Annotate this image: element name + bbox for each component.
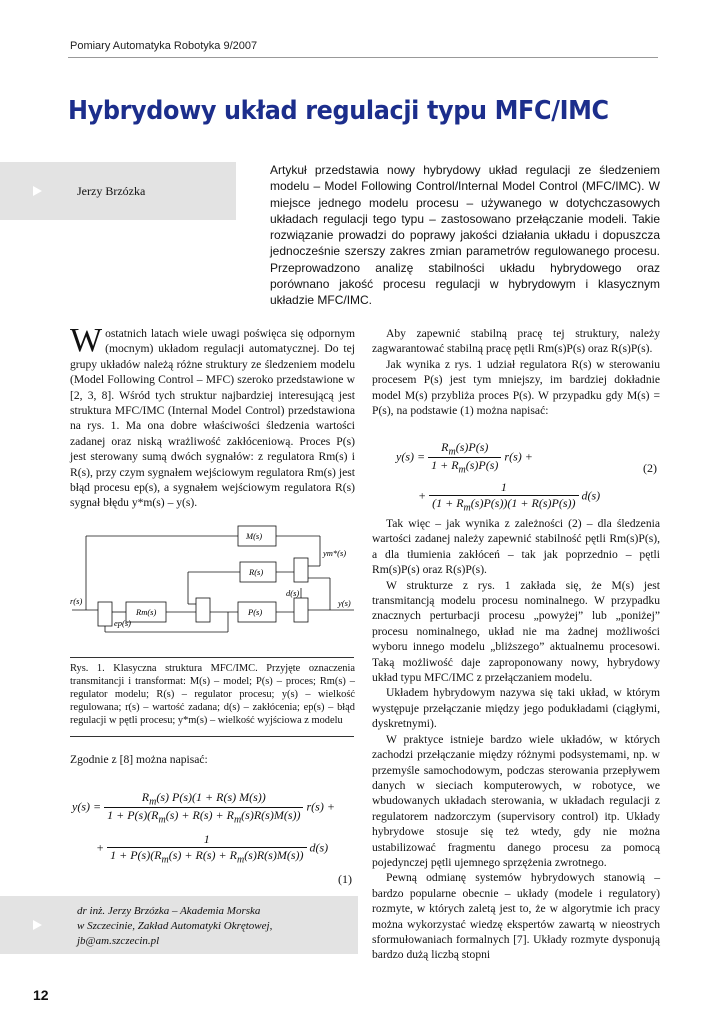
caption-rule-top: [70, 657, 354, 658]
right-column-body: Tak więc – jak wynika z zależności (2) – dla śledzenia wartości zadanej należy zapewnić stabilność pętli Rm(s)P(s), a dla tłumienia zakłóceń – tak jak poprzednio – pętli Rm(s)P(s) oraz R(s)P(s). W strukturze z rys. 1 zakłada się, że M(s) jest transmitancją modelu procesu nominalnego. W przypadku znacznych perturbacji procesu „powyżej” lub „poniżej” procesu nominalnego, układ nie ma żadnej możliwości wyboru innego modelu „bliższego” aktualnemu procesowi. Taką możliwość daje zaproponowany nowy, hybrydowy układ typu MFC/IMC z przełączaniem modelu. Układem hybrydowym nazywa się taki układ, w którym występuje przełączanie między jego podukładami (ciągłymi, dyskretnymi). W praktyce istnieje bardzo wiele układów, w których zachodzi przełączanie między różnymi podsystemami, np. w przemyśle samochodowym, podczas sterowania przepływem danych w sieciach komputerowych, w robotyce, we wbudowanych układach sterowania, w układach regulacji z regulatorem nadzorczym (supervisory control) itp. Układy hybrydowe stosuje się też wtedy, gdy nie można ustabilizować fragmentu danego procesu za pomocą pojedynczej pętli ujemnego sprzężenia zwrotnego. Pewną odmianę systemów hybrydowych stanowią – bardzo popularne obecnie – układy (modele i regulatory) rozmyte, w których zaletą jest to, że w algorytmie ich pracy można wykorzystać wiedzę ekspertów zawartą w nieostrych sformułowaniach formalnych [7]. Układy rozmyte dysponują bardzo dużą liczbą stopni: [372, 517, 660, 962]
diagram-label-model: M(s): [246, 531, 263, 541]
diagram-label-rm: Rm(s): [136, 607, 157, 617]
diagram-label-output: y(s): [338, 598, 351, 608]
article-title: Hybrydowy układ regulacji typu MFC/IMC: [68, 96, 609, 126]
diagram-label-input: r(s): [70, 596, 83, 606]
left-column-text: [70, 322, 355, 511]
diagram-label-r: R(s): [249, 567, 264, 577]
right-column-top: Aby zapewnić stabilną pracę tej struktury, należy zagwarantować stabilną pracę pętli Rm(s)P(s) oraz R(s)P(s). Jak wynika z rys. 1 udział regulatora R(s) w sterowaniu procesem P(s) jest tym mniejszy, im bardziej dokładnie model M(s) przybliża proces P(s). W przypadku gdy M(s) = P(s), na podstawie (1) można napisać:: [372, 327, 660, 418]
triangle-icon: [33, 186, 42, 196]
drop-cap: W: [70, 322, 103, 359]
diagram-label-model-output: ym*(s): [323, 548, 347, 558]
author-name: Jerzy Brzózka: [77, 184, 146, 198]
diagram-label-p: P(s): [248, 607, 263, 617]
intro-paragraph: ostatnich latach wiele uwagi poświęca się odpornym (mocnym) układom regulacji automatycznej. Do tej grupy układów należą różne struktury ze śledzeniem modelu (Model Following Control – MFC) szeroko przedstawione w [2, 3, 8]. Wśród tych struktur najbardziej interesującą jest struktura MFC/IMC (Internal Model Control) przedstawiona na rys. 1. Ma ona dobre właściwości śledzenia wartości zadanej oraz niską wrażliwość zakłóceniową. Proces P(s) jest sterowany sumą dwóch sygnałów: z regulatora Rm(s) i R(s), przy czym sygnałem wejściowym regulatora Rm(s) jest błąd procesu ep(s), a sygnałem wejściowym regulatora R(s) sygnał błędu y*m(s) – y(s).: [70, 327, 355, 510]
equation-2-number: (2): [643, 461, 657, 475]
equation-1: y(s) = $\frac{R_m(s) P(s)(1 + R(s) M(s))}{1 + P(s)(R_m(s) + R(s) + R_m(s)R(s)M(s))}$ r(s) + + $\frac{1}{1 + P(s)(R_m(s) + R(s) + R_m(s)R(s)M(s))}$ d(s): [72, 790, 335, 866]
equation-1-number: (1): [338, 872, 352, 886]
abstract: Artykuł przedstawia nowy hybrydowy układ regulacji ze śledzeniem modelu – Model Following Control/Internal Model Control (MFC/IMC). W miejsce jednego modelu procesu – używanego w dotychczasowych układach regulacji tego typu – zastosowano przełączanie modeli. Takie rozwiązanie prowadzi do poprawy jakości działania układu i dopuszcza jednocześnie szerszy zakres zmian parametrów regulowanego procesu. Przeprowadzono analizę stabilności układu hybrydowego oraz porównano jakość procesu regulacji w hybrydowym i klasycznym układzie MFC/IMC.: [270, 163, 660, 308]
author-affiliation: dr inż. Jerzy Brzózka – Akademia Morska w Szczecinie, Zakład Automatyki Okrętowej, jb@am.szczecin.pl: [77, 905, 273, 947]
header-rule: [68, 57, 658, 58]
triangle-icon: [33, 920, 42, 930]
equation-2: y(s) = $\frac{R_m(s)P(s)}{1 + R_m(s)P(s)}$ r(s) + + $\frac{1}{(1 + R_m(s)P(s))(1 + R(s)P(s))}$ d(s): [396, 440, 601, 514]
journal-header: Pomiary Automatyka Robotyka 9/2007: [70, 40, 258, 52]
diagram-label-disturbance: d(s): [286, 588, 300, 598]
block-diagram: [68, 522, 358, 652]
figure-caption: Rys. 1. Klasyczna struktura MFC/IMC. Przyjęte oznaczenia transmitancji i transformat: M(s) – model; P(s) – proces; Rm(s) – regulator modelu; R(s) – regulator procesu; y(s) – wielkość regulowana; r(s) – wartość zadana; d(s) – zakłócenia; ep(s) – błąd regulacji w pętli procesu; y*m(s) – wielkość wyjściowa z modelu: [70, 663, 355, 726]
page-number: 12: [33, 987, 49, 1003]
caption-rule-bottom: [70, 736, 354, 737]
eq1-intro: Zgodnie z [8] można napisać:: [70, 753, 208, 766]
diagram-label-error: ep(s): [114, 618, 131, 628]
